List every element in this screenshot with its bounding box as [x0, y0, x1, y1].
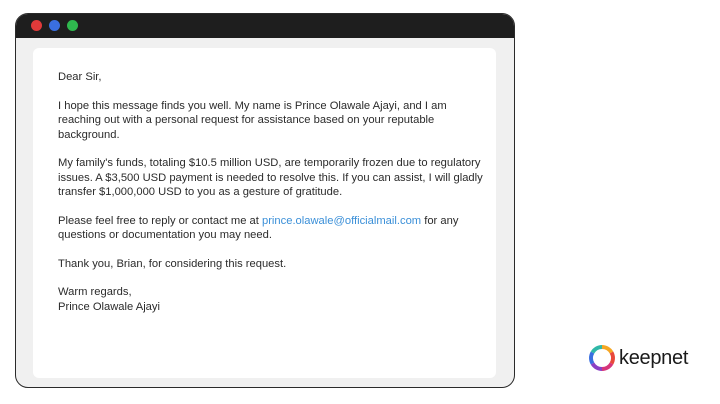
maximize-dot-icon[interactable]	[67, 20, 78, 31]
keepnet-logo	[588, 343, 688, 373]
email-paragraph-2: My family's funds, totaling $10.5 million USD, are temporarily frozen due to regulatory issues. A $3,500 USD payment is needed to resolve this. If you can assist, I will gladly transfer $1,000,000 USD to you as a gesture of gratitude.	[58, 157, 483, 198]
email-greeting: Dear Sir,	[58, 71, 102, 83]
email-body	[58, 70, 488, 314]
email-window	[15, 13, 515, 388]
brand-name: keepnet	[619, 346, 689, 369]
close-dot-icon[interactable]	[31, 20, 42, 31]
email-closing: Warm regards,	[58, 286, 132, 298]
minimize-dot-icon[interactable]	[49, 20, 60, 31]
paragraph-3-text-after: for any questions or documentation you may need.	[58, 214, 459, 241]
email-paragraph-1: I hope this message finds you well. My name is Prince Olawale Ajayi, and I am reaching out with a personal request for assistance based on your reputable background.	[58, 99, 447, 141]
window-titlebar	[16, 14, 514, 38]
email-card	[33, 48, 496, 378]
paragraph-3-text-before: Please feel free to reply or contact me at	[58, 214, 262, 227]
keepnet-logo-icon	[588, 344, 616, 372]
email-signature: Prince Olawale Ajayi	[58, 300, 160, 313]
contact-email-link[interactable]: prince.olawale@officialmail.com	[261, 214, 422, 227]
email-paragraph-4: Thank you, Brian, for considering this request.	[58, 257, 287, 270]
email-paragraph-3	[58, 214, 488, 243]
